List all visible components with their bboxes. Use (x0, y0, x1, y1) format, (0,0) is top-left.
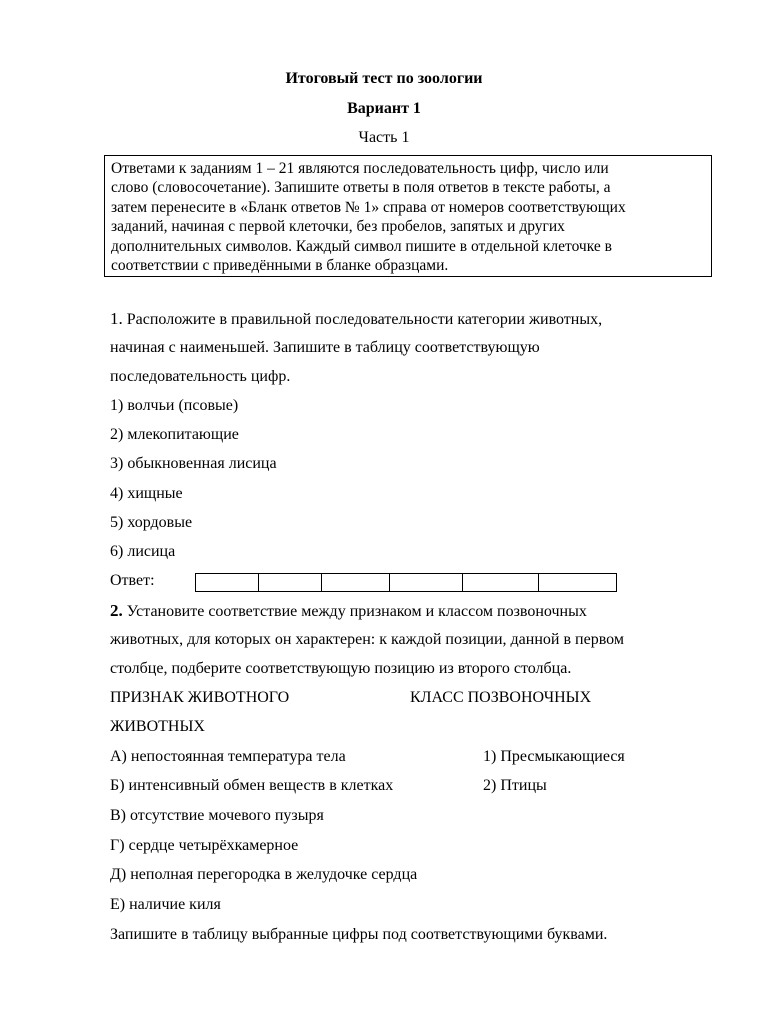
col1-header: ПРИЗНАК ЖИВОТНОГО (110, 689, 290, 706)
task2-text: животных, для которых он характерен: к каждой позиции, данной в первом (110, 631, 624, 648)
task1-option: 6) лисица (110, 543, 176, 560)
answer-cell[interactable] (390, 574, 463, 591)
answer-cell[interactable] (539, 574, 616, 591)
class-item: 1) Пресмыкающиеся (483, 748, 625, 765)
col2-header-continued: ЖИВОТНЫХ (110, 718, 205, 735)
test-title: Итоговый тест по зоологии (285, 70, 483, 87)
answer-cell[interactable] (463, 574, 539, 591)
task2-number: 2. (110, 601, 123, 620)
instructions-box (104, 155, 712, 277)
task2-footer: Запишите в таблицу выбранные цифры под соответствующими буквами. (110, 926, 608, 943)
answer-cell[interactable] (196, 574, 259, 591)
task1-text: Расположите в правильной последовательности категории животных, (126, 311, 603, 328)
task1-number: 1. (110, 309, 123, 328)
answer-grid (195, 573, 617, 592)
part-heading: Часть 1 (358, 129, 410, 146)
instructions-line: затем перенесите в «Бланк ответов № 1» справа от номеров соответствующих (111, 198, 626, 216)
instructions-line: дополнительных символов. Каждый символ пишите в отдельной клеточке в (111, 237, 612, 255)
feature-item: Б) интенсивный обмен веществ в клетках (110, 777, 394, 794)
instructions-line: Ответами к заданиям 1 – 21 являются последовательность цифр, число или (111, 160, 609, 177)
instructions-line: заданий, начиная с первой клеточки, без пробелов, запятых и других (111, 218, 565, 236)
feature-item: Д) неполная перегородка в желудочке сердца (110, 866, 418, 883)
class-item: 2) Птицы (483, 777, 547, 794)
task1-question-line (110, 309, 602, 329)
answer-cell[interactable] (322, 574, 390, 591)
task1-option: 3) обыкновенная лисица (110, 455, 277, 472)
task1-option: 4) хищные (110, 485, 183, 502)
feature-item: Е) наличие киля (110, 896, 221, 913)
feature-item: Г) сердце четырёхкамерное (110, 837, 299, 854)
answer-label: Ответ: (110, 572, 155, 589)
task2-question-line (110, 601, 587, 621)
task1-option: 5) хордовые (110, 514, 193, 531)
task2-text: Установите соответствие между признаком и классом позвоночных (126, 603, 587, 620)
variant-heading: Вариант 1 (347, 100, 421, 117)
task1-text: начиная с наименьшей. Запишите в таблицу соответствующую (110, 339, 540, 356)
instructions-line: соответствии с приведёнными в бланке образцами. (111, 257, 449, 275)
task1-option: 2) млекопитающие (110, 426, 239, 443)
instructions-line: слово (словосочетание). Запишите ответы в поля ответов в тексте работы, а (111, 179, 611, 197)
feature-item: А) непостоянная температура тела (110, 748, 346, 765)
task2-text: столбце, подберите соответствующую позицию из второго столбца. (110, 660, 572, 677)
answer-cell[interactable] (259, 574, 322, 591)
col2-header: КЛАСС ПОЗВОНОЧНЫХ (410, 689, 592, 706)
feature-item: В) отсутствие мочевого пузыря (110, 807, 324, 824)
task1-text: последовательность цифр. (110, 368, 291, 385)
task1-option: 1) волчьи (псовые) (110, 397, 239, 414)
